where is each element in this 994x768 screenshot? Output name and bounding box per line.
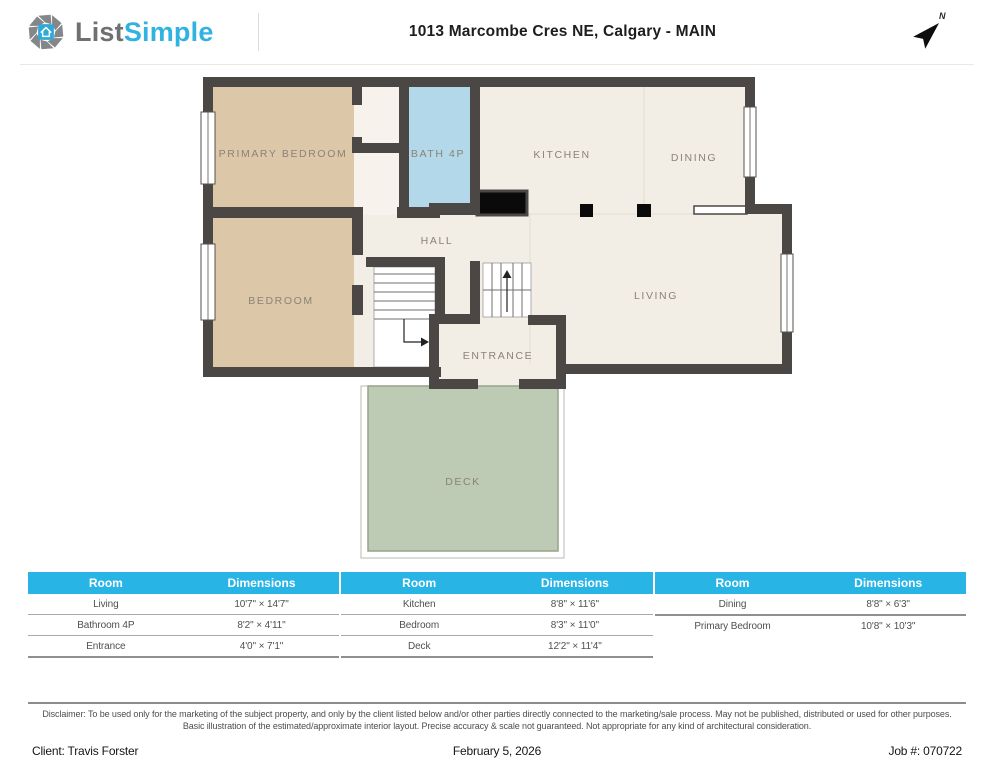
deck	[361, 386, 564, 558]
floorplan-drawing	[0, 65, 994, 570]
col-header-room: Room	[88, 576, 123, 590]
room-cell: Bedroom	[399, 619, 440, 631]
logo-text	[75, 17, 214, 48]
table-header	[341, 572, 652, 594]
room-cell: Kitchen	[402, 598, 436, 610]
job-number: Job #: 070722	[888, 744, 962, 758]
footer-row	[32, 744, 962, 758]
table-header	[28, 572, 339, 594]
footer-divider	[28, 702, 966, 704]
table-group-3	[655, 572, 966, 658]
table-row	[341, 615, 652, 636]
north-arrow-icon	[907, 8, 953, 56]
table-group-1	[28, 572, 339, 658]
room-cell: Deck	[407, 640, 431, 652]
window-bedroom	[201, 244, 215, 320]
col-header-room: Room	[402, 576, 437, 590]
kitchen-counter	[477, 191, 527, 215]
aperture-house-icon	[26, 12, 66, 52]
stairs-up	[483, 263, 531, 317]
logo	[0, 12, 258, 52]
label-bedroom: BEDROOM	[248, 295, 314, 307]
label-hall: HALL	[420, 235, 454, 247]
label-bath: BATH 4P	[410, 148, 466, 160]
col-header-dimensions: Dimensions	[854, 576, 923, 590]
room-cell: Dining	[718, 598, 747, 610]
col-header-dimensions: Dimensions	[540, 576, 609, 590]
label-kitchen: KITCHEN	[533, 149, 591, 161]
window-primary-bedroom	[201, 112, 215, 184]
stairs-down	[374, 267, 435, 367]
room-cell: Bathroom 4P	[77, 619, 135, 631]
room-cell: Entrance	[86, 640, 126, 652]
dim-cell: 12'2" × 11'4"	[548, 640, 602, 652]
dim-cell: 8'2" × 4'11"	[237, 619, 286, 631]
bedroom-fill	[210, 215, 354, 370]
living-railing	[694, 206, 747, 214]
label-living: LIVING	[633, 290, 679, 302]
room-cell: Primary Bedroom	[694, 620, 771, 632]
disclaimer-text: Disclaimer: To be used only for the marketing of the subject property, and only by the client listed below and/or other parties directly connected to the marketing/sale process. May not be published, distributed or used for other purposes. Basic illustration of the estimated/approximate interior layout. Precise accuracy & scale not guaranteed. Not appropriate for any kind of architectural consideration.	[42, 709, 952, 731]
dim-cell: 10'7" × 14'7"	[234, 598, 289, 610]
deck-surface	[368, 386, 558, 551]
col-header-dimensions: Dimensions	[227, 576, 296, 590]
dim-cell: 4'0" × 7'1"	[239, 640, 284, 652]
table-row	[341, 636, 652, 658]
client-name: Client: Travis Forster	[32, 744, 139, 758]
table-row	[28, 615, 339, 636]
logo-part2: Simple	[123, 16, 214, 47]
header	[0, 0, 994, 64]
table-row	[655, 616, 966, 636]
label-entrance: ENTRANCE	[462, 350, 534, 362]
label-dining: DINING	[670, 152, 718, 164]
label-primary-bedroom: PRIMARY BEDROOM	[218, 148, 348, 160]
compass-n-label: N	[939, 11, 946, 21]
dim-cell: 8'8" × 11'6"	[550, 598, 599, 610]
dim-cell: 8'8" × 6'3"	[866, 598, 910, 610]
table-row	[341, 594, 652, 615]
room-cell: Living	[93, 598, 119, 610]
room-fills	[208, 82, 785, 385]
post-left	[580, 204, 593, 217]
page-title: 1013 Marcombe Cres NE, Calgary - MAIN	[408, 23, 717, 40]
col-header-room: Room	[715, 576, 750, 590]
dim-cell: 8'3" × 11'0"	[550, 619, 599, 631]
table-header	[655, 572, 966, 594]
table-row	[655, 594, 966, 616]
window-living	[781, 254, 793, 332]
table-row	[28, 636, 339, 658]
table-row	[28, 594, 339, 615]
window-dining	[744, 107, 756, 177]
table-group-2	[341, 572, 652, 658]
compass	[866, 8, 994, 56]
label-deck: DECK	[445, 476, 481, 488]
logo-part1: List	[75, 16, 124, 47]
dimensions-table	[28, 572, 966, 658]
dim-cell: 10'8" × 10'3"	[860, 620, 916, 632]
date: February 5, 2026	[452, 744, 542, 758]
post-right	[637, 204, 651, 217]
